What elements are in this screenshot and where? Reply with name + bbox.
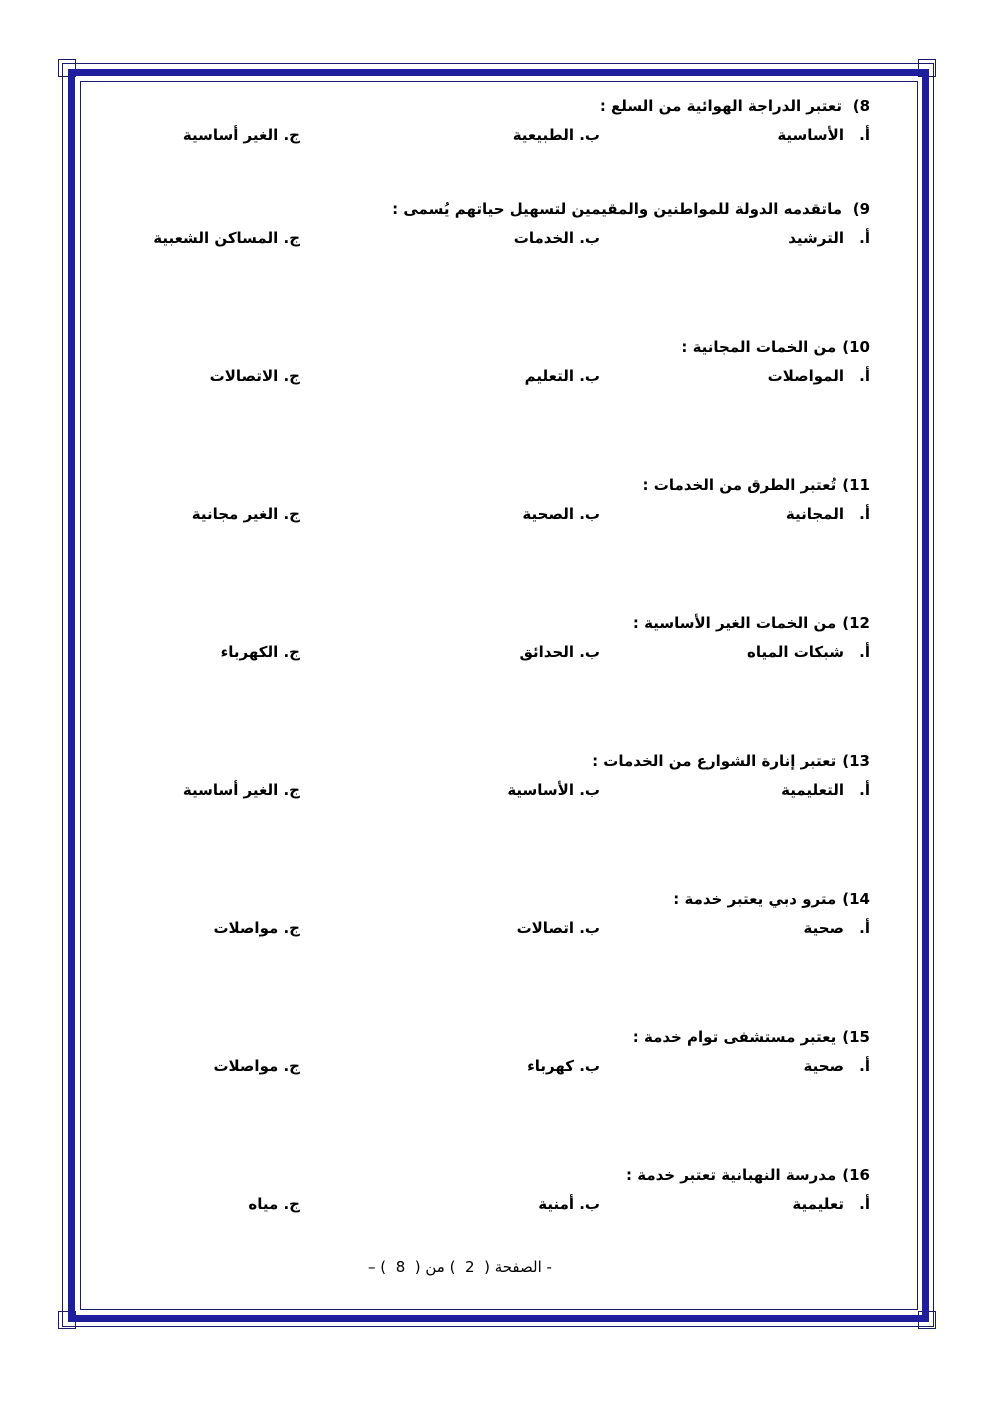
option-b[interactable]: ب. التعليم (524, 367, 600, 385)
option-a-letter: أ. (859, 1057, 870, 1075)
options-row (160, 1057, 870, 1079)
question-10 (160, 337, 870, 389)
option-c[interactable]: ج. الغير مجانية (191, 505, 300, 523)
option-a[interactable] (750, 919, 870, 937)
option-a[interactable] (750, 781, 870, 799)
options-row (160, 126, 870, 148)
option-a[interactable] (750, 126, 870, 144)
option-a-text: المجانية (785, 505, 844, 523)
option-b[interactable]: ب. الطبيعية (512, 126, 600, 144)
question-number: 10) (842, 338, 870, 356)
question-number: 8) (852, 97, 870, 115)
question-text: ماتقدمه الدولة للمواطنين والمقيمين لتسهيل حياتهم يُسمى : (392, 200, 842, 218)
question-15 (160, 1027, 870, 1079)
option-b[interactable]: ب. كهرباء (527, 1057, 600, 1075)
option-c[interactable]: ج. مواصلات (213, 919, 300, 937)
option-a-text: الأساسية (777, 126, 844, 144)
question-stem (160, 889, 870, 909)
question-text: تُعتبر الطرق من الخدمات : (642, 476, 837, 494)
option-a-letter: أ. (859, 126, 870, 144)
question-text: مترو دبي يعتبر خدمة : (673, 890, 837, 908)
option-c[interactable]: ج. المساكن الشعبية (153, 229, 300, 247)
option-a-letter: أ. (859, 643, 870, 661)
question-text: من الخمات المجانية : (681, 338, 837, 356)
options-row (160, 1195, 870, 1217)
question-stem (160, 96, 870, 116)
options-row (153, 229, 870, 251)
question-text: من الخمات الغير الأساسية : (632, 614, 837, 632)
option-b[interactable]: ب. الخدمات (513, 229, 600, 247)
option-c[interactable]: ج. الغير أساسية (182, 781, 300, 799)
option-a-letter: أ. (859, 367, 870, 385)
question-number: 13) (842, 752, 870, 770)
question-9 (153, 199, 870, 251)
option-a[interactable] (747, 643, 870, 661)
option-a-text: شبكات المياه (747, 643, 844, 661)
option-a-letter: أ. (859, 781, 870, 799)
question-number: 9) (852, 200, 870, 218)
question-stem (160, 613, 870, 633)
option-b[interactable]: ب. اتصالات (516, 919, 600, 937)
options-row (160, 643, 870, 665)
question-text: تعتبر الدراجة الهوائية من السلع : (599, 97, 842, 115)
question-13 (160, 751, 870, 803)
question-stem (160, 1027, 870, 1047)
question-text: مدرسة النهبانية تعتبر خدمة : (626, 1166, 837, 1184)
option-a-text: المواصلات (767, 367, 844, 385)
options-row (160, 367, 870, 389)
option-c[interactable]: ج. الغير أساسية (182, 126, 300, 144)
options-row (160, 505, 870, 527)
question-number: 12) (842, 614, 870, 632)
option-a-text: الترشيد (788, 229, 844, 247)
question-stem (160, 1165, 870, 1185)
question-11 (160, 475, 870, 527)
option-a[interactable] (750, 229, 870, 247)
options-row (160, 781, 870, 803)
option-b[interactable]: ب. أمنية (538, 1195, 600, 1213)
option-a[interactable] (750, 1057, 870, 1075)
option-c[interactable]: ج. الاتصالات (209, 367, 300, 385)
option-b[interactable]: ب. الصحية (522, 505, 600, 523)
option-c[interactable]: ج. مواصلات (213, 1057, 300, 1075)
option-b[interactable]: ب. الأساسية (507, 781, 600, 799)
question-16 (160, 1165, 870, 1217)
question-14 (160, 889, 870, 941)
question-number: 16) (842, 1166, 870, 1184)
option-a[interactable] (750, 1195, 870, 1213)
question-stem (160, 751, 870, 771)
option-c[interactable]: ج. الكهرباء (220, 643, 300, 661)
option-c[interactable]: ج. مياه (248, 1195, 300, 1213)
option-a-letter: أ. (859, 919, 870, 937)
question-text: تعتبر إنارة الشوارع من الخدمات : (592, 752, 837, 770)
question-number: 15) (842, 1028, 870, 1046)
option-a-letter: أ. (859, 229, 870, 247)
question-number: 11) (842, 476, 870, 494)
option-a[interactable] (750, 505, 870, 523)
options-row (160, 919, 870, 941)
option-a-text: التعليمية (781, 781, 844, 799)
question-stem (160, 199, 870, 219)
option-b[interactable]: ب. الحدائق (519, 643, 600, 661)
option-a[interactable] (750, 367, 870, 385)
question-text: يعتبر مستشفى توام خدمة : (632, 1028, 837, 1046)
question-8 (160, 96, 870, 148)
option-a-letter: أ. (859, 1195, 870, 1213)
question-stem (160, 337, 870, 357)
option-a-text: تعليمية (792, 1195, 844, 1213)
page-number-footer: - الصفحة ( 2 ) من ( 8 ) – (368, 1258, 552, 1276)
question-stem (160, 475, 870, 495)
option-a-text: صحية (803, 1057, 844, 1075)
option-a-text: صحية (803, 919, 844, 937)
option-a-letter: أ. (859, 505, 870, 523)
question-number: 14) (842, 890, 870, 908)
page-border-inner (80, 81, 918, 1310)
question-12 (160, 613, 870, 665)
